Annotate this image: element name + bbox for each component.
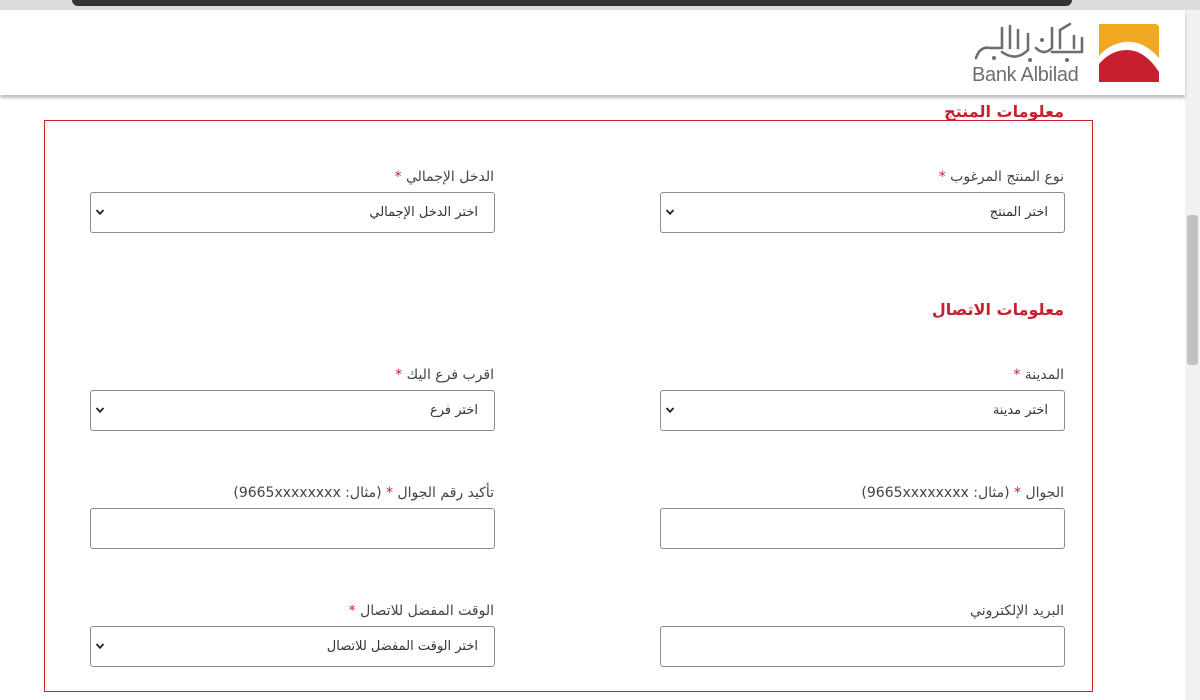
mobile-format-hint: (مثال: 9665xxxxxxxx) [861, 485, 1010, 501]
page-scrollbar[interactable] [1185, 10, 1200, 700]
product-type-label [939, 169, 1064, 185]
branch-label [395, 367, 494, 383]
email-label-text: البريد الإلكتروني [970, 603, 1064, 619]
mobile-confirm-label [233, 485, 494, 501]
browser-top-strip [0, 0, 1200, 10]
mobile-confirm-input[interactable] [91, 509, 494, 548]
logo-arabic-wordmark [970, 22, 1088, 66]
product-type-label-text: نوع المنتج المرغوب [950, 169, 1064, 185]
mobile-field[interactable] [660, 508, 1065, 549]
chevron-down-icon [95, 207, 105, 217]
branch-select[interactable] [90, 390, 495, 431]
preferred-time-label-text: الوقت المفضل للاتصال [360, 603, 494, 619]
required-mark: * [1013, 367, 1021, 383]
contact-info-title: معلومات الاتصال [931, 300, 1064, 319]
product-type-select[interactable] [660, 192, 1065, 233]
chevron-down-icon [665, 405, 675, 415]
chevron-down-icon [95, 405, 105, 415]
chevron-down-icon [95, 641, 105, 651]
scrollbar-thumb[interactable] [1187, 215, 1198, 365]
required-mark: * [938, 169, 946, 185]
preferred-time-select[interactable] [90, 626, 495, 667]
bank-logo[interactable] [970, 22, 1160, 84]
branch-label-text: اقرب فرع اليك [406, 367, 494, 383]
logo-english-wordmark: Bank Albilad [972, 64, 1079, 86]
required-mark: * [385, 485, 393, 501]
branch-placeholder: اختر فرع [429, 403, 478, 418]
city-placeholder: اختر مدينة [992, 403, 1048, 418]
preferred-time-label [349, 603, 494, 619]
mobile-label [861, 485, 1064, 501]
city-label-text: المدينة [1024, 367, 1064, 383]
mobile-input[interactable] [661, 509, 1064, 548]
mobile-confirm-field[interactable] [90, 508, 495, 549]
logo-emblem-icon [1099, 24, 1159, 82]
site-header [0, 10, 1185, 95]
income-label [395, 169, 495, 185]
income-placeholder: اختر الدخل الإجمالي [369, 205, 478, 220]
required-mark: * [1014, 485, 1022, 501]
product-type-placeholder: اختر المنتج [989, 205, 1048, 220]
mobile-confirm-label-text: تأكيد رقم الجوال [397, 485, 494, 501]
income-label-text: الدخل الإجمالي [405, 169, 494, 185]
email-label [970, 603, 1064, 619]
required-mark: * [348, 603, 356, 619]
email-field[interactable] [660, 626, 1065, 667]
income-select[interactable] [90, 192, 495, 233]
mobile-label-text: الجوال [1025, 485, 1064, 501]
preferred-time-placeholder: اختر الوقت المفضل للاتصال [326, 639, 478, 654]
required-mark: * [395, 367, 403, 383]
chevron-down-icon [665, 207, 675, 217]
required-mark: * [394, 169, 402, 185]
city-select[interactable] [660, 390, 1065, 431]
browser-tab-bar [72, 0, 1072, 6]
mobile-confirm-format-hint: (مثال: 9665xxxxxxxx) [233, 485, 382, 501]
product-info-title: معلومات المنتج [944, 102, 1064, 121]
city-label [1013, 367, 1064, 383]
email-input[interactable] [661, 627, 1064, 666]
